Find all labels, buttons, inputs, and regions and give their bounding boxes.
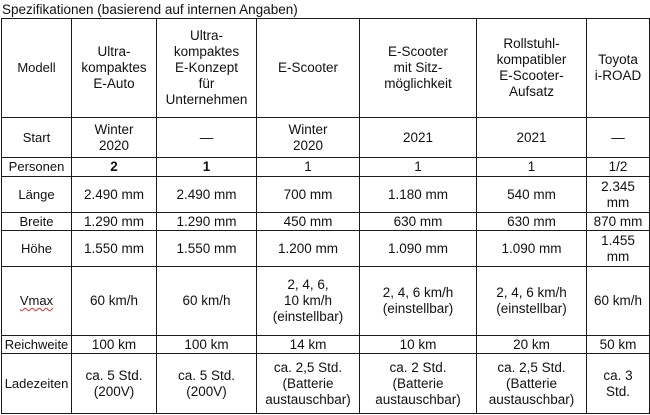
specification-table bbox=[1, 18, 650, 414]
table-cell: ca. 3 Std. bbox=[587, 354, 650, 414]
table-caption: Spezifikationen (basierend auf internen Angaben) bbox=[2, 2, 298, 17]
table-cell: 1/2 bbox=[587, 158, 650, 177]
header-toyota-i-road: Toyota i-ROAD bbox=[587, 19, 650, 118]
table-cell: 1.550 mm bbox=[72, 231, 157, 267]
table-cell: 20 km bbox=[477, 336, 587, 354]
table-cell: 1.290 mm bbox=[72, 213, 157, 231]
table-cell: 2021 bbox=[477, 118, 587, 158]
table-cell: 1.090 mm bbox=[360, 231, 477, 267]
row-header-charging: Ladezeiten bbox=[2, 354, 72, 414]
table-cell: ca. 5 Std. (200V) bbox=[72, 354, 157, 414]
table-row-persons bbox=[2, 158, 650, 177]
table-cell: 14 km bbox=[257, 336, 360, 354]
table-cell: 450 mm bbox=[257, 213, 360, 231]
table-cell: 100 km bbox=[72, 336, 157, 354]
row-header-width: Breite bbox=[2, 213, 72, 231]
row-header-length: Länge bbox=[2, 177, 72, 213]
table-cell: 60 km/h bbox=[587, 267, 650, 336]
header-business-concept: Ultra- kompaktes E-Konzept für Unternehmen bbox=[157, 19, 257, 118]
table-cell: ca. 5 Std. (200V) bbox=[157, 354, 257, 414]
table-cell: 2021 bbox=[360, 118, 477, 158]
table-cell: 100 km bbox=[157, 336, 257, 354]
header-wheelchair-attachment: Rollstuhl- kompatibler E-Scooter- Aufsatz bbox=[477, 19, 587, 118]
row-header-model: Modell bbox=[2, 19, 72, 118]
table-row-length bbox=[2, 177, 650, 213]
table-cell: 2.490 mm bbox=[157, 177, 257, 213]
table-cell: 540 mm bbox=[477, 177, 587, 213]
table-cell: 2, 4, 6, 10 km/h (einstellbar) bbox=[257, 267, 360, 336]
table-cell: 1.455 mm bbox=[587, 231, 650, 267]
row-header-persons: Personen bbox=[2, 158, 72, 177]
row-header-vmax-label: Vmax bbox=[19, 293, 54, 308]
table-cell: 1.090 mm bbox=[477, 231, 587, 267]
table-cell: 2, 4, 6 km/h (einstellbar) bbox=[477, 267, 587, 336]
table-cell: 1.290 mm bbox=[157, 213, 257, 231]
table-row-range bbox=[2, 336, 650, 354]
table-cell: 60 km/h bbox=[72, 267, 157, 336]
header-row bbox=[2, 19, 650, 118]
row-header-start: Start bbox=[2, 118, 72, 158]
row-header-vmax bbox=[2, 267, 72, 336]
table-cell: 1 bbox=[257, 158, 360, 177]
table-cell: — bbox=[157, 118, 257, 158]
table-cell: 10 km bbox=[360, 336, 477, 354]
table-row-height bbox=[2, 231, 650, 267]
table-cell: ca. 2 Std. (Batterie austauschbar) bbox=[360, 354, 477, 414]
table-cell: 870 mm bbox=[587, 213, 650, 231]
table-cell: 50 km bbox=[587, 336, 650, 354]
header-ultra-compact-ev: Ultra- kompaktes E-Auto bbox=[72, 19, 157, 118]
table-cell: 60 km/h bbox=[157, 267, 257, 336]
table-cell: Winter 2020 bbox=[72, 118, 157, 158]
table-cell: 2.345 mm bbox=[587, 177, 650, 213]
table-cell: 700 mm bbox=[257, 177, 360, 213]
table-cell: 1 bbox=[157, 158, 257, 177]
table-cell: ca. 2,5 Std. (Batterie austauschbar) bbox=[477, 354, 587, 414]
table-cell: 1.550 mm bbox=[157, 231, 257, 267]
table-cell: 630 mm bbox=[477, 213, 587, 231]
table-cell: 1.180 mm bbox=[360, 177, 477, 213]
table-row-vmax bbox=[2, 267, 650, 336]
table-row-width bbox=[2, 213, 650, 231]
table-cell: 1 bbox=[477, 158, 587, 177]
header-e-scooter: E-Scooter bbox=[257, 19, 360, 118]
table-cell: 630 mm bbox=[360, 213, 477, 231]
table-row-charging bbox=[2, 354, 650, 414]
table-cell: 1.200 mm bbox=[257, 231, 360, 267]
table-row-start bbox=[2, 118, 650, 158]
table-cell: Winter 2020 bbox=[257, 118, 360, 158]
header-seated-e-scooter: E-Scooter mit Sitz- möglichkeit bbox=[360, 19, 477, 118]
table-cell: 1 bbox=[360, 158, 477, 177]
table-cell: 2 bbox=[72, 158, 157, 177]
table-cell: — bbox=[587, 118, 650, 158]
table-cell: ca. 2,5 Std. (Batterie austauschbar) bbox=[257, 354, 360, 414]
table-cell: 2.490 mm bbox=[72, 177, 157, 213]
row-header-height: Höhe bbox=[2, 231, 72, 267]
table-cell: 2, 4, 6 km/h (einstellbar) bbox=[360, 267, 477, 336]
row-header-range: Reichweite bbox=[2, 336, 72, 354]
